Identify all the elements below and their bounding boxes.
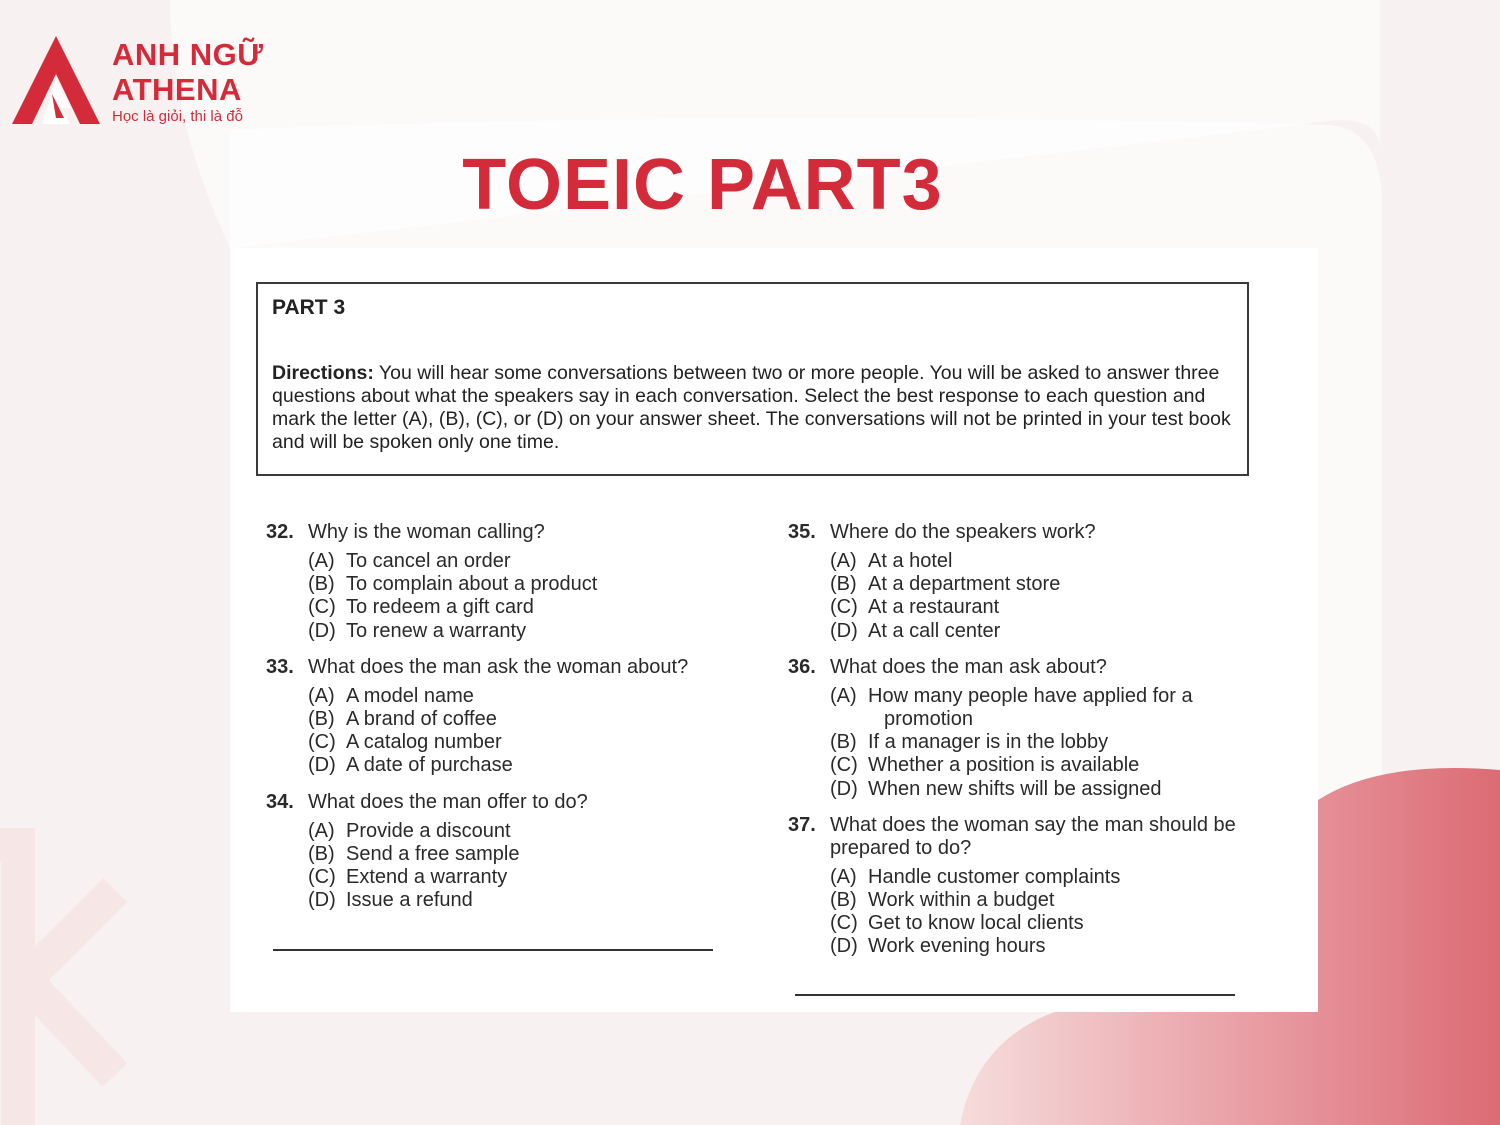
question-32: [266, 521, 726, 643]
option-c: [308, 866, 726, 889]
option-letter: (C): [830, 596, 858, 619]
option-b: [308, 843, 726, 866]
option-b: [830, 731, 1258, 754]
option-letter: (C): [308, 596, 336, 619]
option-letter: (D): [308, 754, 336, 777]
section-divider-left: [273, 949, 713, 951]
option-text: Work evening hours: [868, 935, 1046, 958]
option-text: A date of purchase: [346, 754, 513, 777]
page-title: TOEIC PART3: [462, 145, 943, 225]
question-text: What does the man ask about?: [830, 655, 1107, 678]
option-letter: (B): [308, 842, 335, 865]
option-text: To renew a warranty: [346, 619, 527, 642]
question-text: Where do the speakers work?: [830, 521, 1096, 543]
option-a: [308, 550, 726, 573]
part-heading: PART 3: [272, 296, 346, 319]
option-a: [830, 685, 1258, 731]
option-letter: (A): [308, 684, 335, 707]
question-34: [266, 791, 726, 913]
option-a: [308, 685, 726, 708]
option-text: Get to know local clients: [868, 912, 1084, 935]
option-text: At a department store: [868, 573, 1061, 596]
option-b: [830, 889, 1258, 912]
option-d: [308, 620, 726, 643]
option-a: [830, 866, 1258, 889]
option-text: To redeem a gift card: [346, 596, 534, 619]
option-letter: (D): [830, 935, 858, 958]
directions-box: [256, 282, 1249, 476]
option-text: Issue a refund: [346, 889, 473, 912]
section-divider-right: [795, 994, 1235, 996]
option-b: [830, 573, 1258, 596]
question-text: What does the woman say the man should be prepared to do?: [830, 813, 1236, 859]
option-letter: (C): [308, 866, 336, 889]
option-letter: (D): [830, 777, 858, 800]
option-d: [308, 754, 726, 777]
directions-body: You will hear some conversations between two or more people. You will be asked to answer three questions about what the speakers say in each conversation. Select the best response to each question and mark the letter (A), (B), (C), or (D) on your answer sheet. The conversations will not be printed in your test book and will be spoken only one time.: [272, 362, 1231, 453]
option-letter: (C): [830, 912, 858, 935]
option-text: Provide a discount: [346, 819, 511, 842]
option-text: Work within a budget: [868, 889, 1055, 912]
option-letter: (B): [830, 573, 857, 596]
option-text: Handle customer complaints: [868, 865, 1121, 888]
question-number: 32.: [266, 521, 294, 543]
option-letter: (B): [308, 573, 335, 596]
option-text: At a hotel: [868, 550, 953, 572]
option-letter: (D): [830, 619, 858, 642]
athena-a-logo-icon: [12, 34, 102, 126]
option-a: [830, 550, 1258, 573]
questions-right-column: [788, 521, 1258, 972]
brand-name-line2: ATHENA: [112, 72, 242, 107]
question-33: [266, 656, 726, 778]
option-d: [308, 889, 726, 912]
option-text: A brand of coffee: [346, 708, 497, 731]
brand-slogan: Học là giỏi, thi là đỗ: [112, 108, 243, 125]
option-letter: (B): [308, 708, 335, 731]
option-text: A model name: [346, 684, 474, 707]
option-text: [868, 685, 1258, 731]
option-text: A catalog number: [346, 731, 502, 754]
option-text: Whether a position is available: [868, 754, 1140, 777]
question-text: What does the man offer to do?: [308, 790, 588, 813]
option-c: [830, 754, 1258, 777]
directions-label: Directions:: [272, 362, 374, 384]
option-letter: (B): [830, 889, 857, 912]
option-text-line1: How many people have applied for a: [868, 684, 1193, 707]
option-letter: (B): [830, 731, 857, 754]
option-c: [308, 596, 726, 619]
option-letter: (C): [830, 754, 858, 777]
option-letter: (D): [308, 889, 336, 912]
option-text: When new shifts will be assigned: [868, 777, 1162, 800]
question-36: [788, 656, 1258, 801]
option-text: At a call center: [868, 619, 1001, 642]
question-number: 33.: [266, 655, 294, 678]
question-37: [788, 814, 1258, 959]
directions-paragraph: [272, 362, 1233, 454]
question-number: 34.: [266, 790, 294, 813]
question-text: Why is the woman calling?: [308, 521, 545, 543]
option-a: [308, 820, 726, 843]
option-d: [830, 620, 1258, 643]
option-text: If a manager is in the lobby: [868, 731, 1109, 754]
option-letter: (A): [308, 819, 335, 842]
option-text: Extend a warranty: [346, 866, 508, 889]
option-letter: (A): [830, 684, 857, 707]
question-number: 36.: [788, 655, 816, 678]
option-letter: (C): [308, 731, 336, 754]
option-c: [830, 912, 1258, 935]
option-d: [830, 935, 1258, 958]
question-number: 35.: [788, 521, 816, 543]
option-c: [308, 731, 726, 754]
option-b: [308, 708, 726, 731]
option-letter: (A): [830, 550, 857, 572]
option-c: [830, 596, 1258, 619]
option-letter: (A): [308, 550, 335, 572]
questions-left-column: [266, 521, 726, 925]
question-text: What does the man ask the woman about?: [308, 655, 689, 678]
question-35: [788, 521, 1258, 643]
option-text-continuation: promotion: [884, 708, 973, 731]
option-text: Send a free sample: [346, 842, 520, 865]
option-d: [830, 778, 1258, 801]
option-b: [308, 573, 726, 596]
option-letter: (A): [830, 865, 857, 888]
option-text: At a restaurant: [868, 596, 1000, 619]
option-text: To cancel an order: [346, 550, 511, 572]
option-text: To complain about a product: [346, 573, 598, 596]
brand-name-line1: ANH NGỮ: [112, 37, 264, 72]
option-letter: (D): [308, 619, 336, 642]
question-number: 37.: [788, 813, 816, 836]
